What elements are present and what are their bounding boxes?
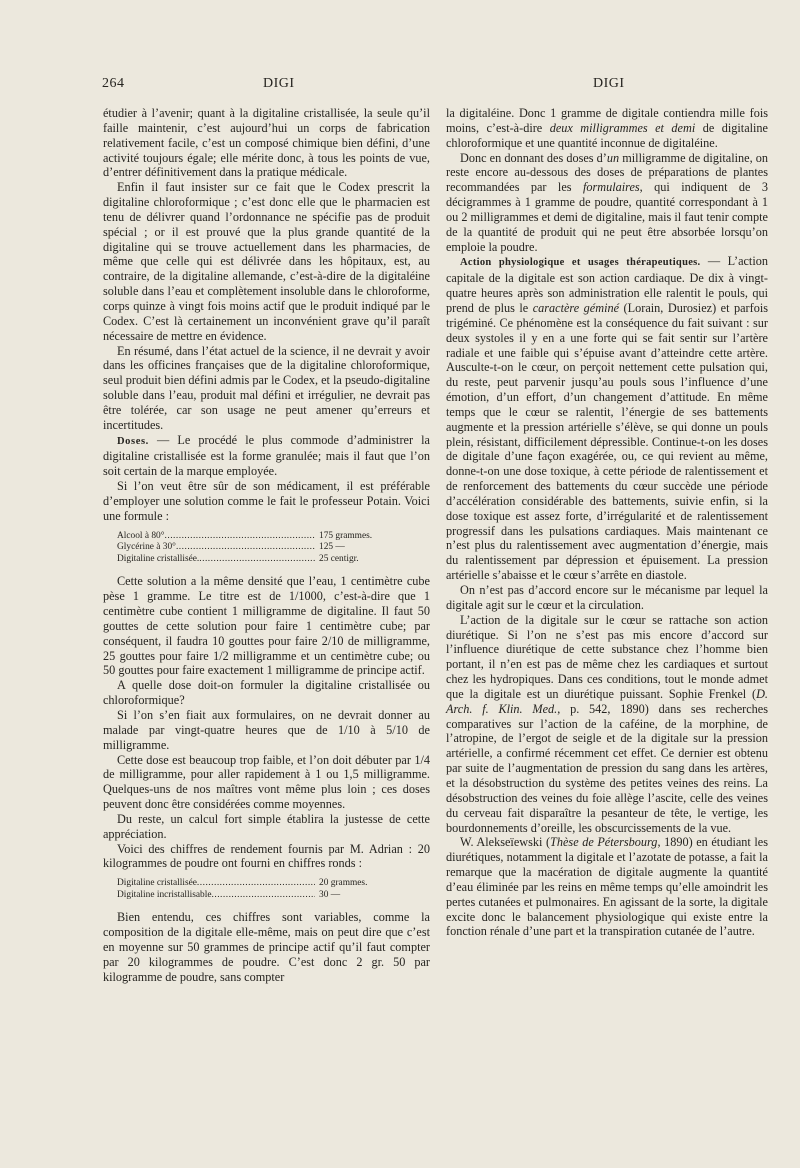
yield-row <box>117 878 377 890</box>
paragraph: Bien entendu, ces chiffres sont variables, comme la composition de la digitale elle-même, mais on peut dire que c’est en moyenne sur 50 grammes de principe actif qu’il faut compter par 20 kilogrammes de poudre. C’est donc 2 gr. 50 par kilogramme de poudre, sans compter <box>103 910 430 984</box>
formula-quantity: 25 centigr. <box>319 553 359 564</box>
italic-run: D. Arch. f. Klin. Med. <box>446 686 768 716</box>
paragraph-doses <box>103 433 430 480</box>
text-run: Donc en donnant des doses d’ <box>460 150 607 165</box>
italic-run: deux milligrammes et demi <box>549 120 696 135</box>
text-run: W. Alekseïewski ( <box>460 835 551 850</box>
yield-amount: 30 — <box>319 889 341 900</box>
leader-dots <box>212 890 315 902</box>
running-head-left: DIGI <box>263 76 295 91</box>
italic-run: formulaires <box>582 180 640 195</box>
paragraph: En résumé, dans l’état actuel de la science, il ne devrait y avoir dans les officines françaises que de la digitaline chloroformique, seul produit bien défini admis par le Codex, et la pseudo-digitaline soluble dans l’eau, produit mal défini et irrégulier, ne devrait pas être tolérée, car son usage ne peut amener qu’erreurs et incertitudes. <box>103 343 430 432</box>
text-run: , qui indiquent de 3 décigrammes à 1 gramme de poudre, quantité correspondant à 1 ou 2 milligrammes et demi de digitaline, mais il faut tenir compte de la quantité de produit qui ne peut être absorbée lorsqu’on emploie la poudre. <box>446 180 768 254</box>
right-column <box>446 106 768 939</box>
section-heading-doses: Doses. <box>117 435 149 447</box>
formula-quantity: 125 — <box>319 542 345 553</box>
text-run: — L’action capitale de la digitale est son action cardiaque. De dix à vingt-quatre heures après son administration elle ralentit le pouls, qui prend de plus le <box>446 254 768 315</box>
formula-table <box>117 531 377 566</box>
formula-ingredient: Glycérine à 30° <box>117 542 176 553</box>
paragraph: Si l’on s’en fiait aux formulaires, on ne devrait donner au malade par vingt-quatre heures que de 1/10 à 5/10 de milligramme. <box>103 708 430 752</box>
paragraph: Cette dose est beaucoup trop faible, et l’on doit débuter par 1/4 de milligramme, pour aller rapidement à 1 ou 1,5 milligramme. Quelques-uns de nos maîtres vont même plus loin ; ces doses peuvent donc être considérées comme moyennes. <box>103 752 430 812</box>
text-run: milligramme de digitaline, on reste encore au-dessous des doses de préparations de plantes recommandées par les <box>446 150 768 195</box>
paragraph: On n’est pas d’accord encore sur le mécanisme par lequel la digitale agit sur le cœur et la circulation. <box>446 583 768 612</box>
formula-ingredient: Digitaline cristallisée. <box>117 553 200 564</box>
text-run: la digitaléine. Donc 1 gramme de digitale contiendra mille fois moins, c’est-à-dire <box>446 106 768 135</box>
italic-run: un <box>606 150 620 165</box>
text-run: (Lorain, Durosiez) et parfois trigéminé. Ce phénomène est la conséquence du fait suivant : sur deux systoles il y en a une forte qui se fait sentir sur l’artère radiale et une faible qui s’épuise avant d’atteindre cette artère. Ausculte-t-on le cœur, on perçoit nettement cette pulsation qui, du reste, peut parvenir jusqu’au pouls sous l’influence d’une émotion, d’un effort, d’un changement d’attitude. En même temps que le cœur se ralentit, l’énergie de ses battements augmente et la pression artérielle s’élève, se qui donne un pouls plein, résistant, difficilement dépressible. Continue-t-on les doses de digitale d’une façon exagérée, ou, ce qui revient au même, donne-t-on une dose toxique, à cette période de ralentissement et de renforcement des battements du cœur succède une période d’accélération considérable des battements, suivie enfin, si la dose toxique est assez forte, d’irrégularité et de ralentissement progressif dans les pulsations cardiaques. Mais maintenant ce n’est plus du ralentissement avec augmentation d’énergie, mais du ralentissement par dépression et épuisement. La pression artérielle s’abaisse et le cœur s’arrête en diastole. <box>446 300 769 583</box>
paragraph <box>446 151 768 255</box>
text-run: L’action de la digitale sur le cœur se rattache son action diurétique. Si l’on ne s’est pas mis encore d’accord sur l’influence diurétique de cette substance chez l’homme bien portant, il n’en est pas de même chez les cardiaques et surtout chez les hydropiques. Dans ces conditions, tout le monde admet que la digitale est un diurétique puissant. Sophie Frenkel ( <box>446 612 768 701</box>
paragraph-text: — Le procédé le plus commode d’administrer la digitaline cristallisée est la forme granulée; mais il faut que l’on soit certain de la marque employée. <box>103 432 430 479</box>
yield-product: Digitaline incristallisable <box>117 889 212 900</box>
leader-dots <box>197 878 315 890</box>
paragraph: Si l’on veut être sûr de son médicament, il est préférable d’employer une solution comme le fait le professeur Potain. Voici une formule : <box>103 479 430 523</box>
formula-quantity: 175 grammes. <box>319 530 373 541</box>
formula-row <box>117 542 377 554</box>
formula-ingredient: Alcool à 80° <box>117 530 165 541</box>
section-heading-action: Action physiologique et usages thérapeutiques. <box>460 257 701 269</box>
yield-row <box>117 890 377 902</box>
italic-run: Thèse de Pétersbourg <box>550 835 658 850</box>
page-number: 264 <box>102 76 125 91</box>
paragraph <box>446 613 768 836</box>
text-run: , p. 542, 1890) dans ses recherches comparatives sur l’action de la caféine, de la morphine, de l’atropine, de l’ergot de seigle et de la digitale sur la pression artérielle, a confirmé récemment cet effet. Ce dernier est obtenu par suite de l’augmentation de pression du sang dans les artères, et la désobstruction du système des petites veines des reins. La désobstruction des veines du foie allège l’ascite, celle des veines du cerveau fait disparaître la pesanteur de tête, le vertige, les bourdonnements d’oreille, les obscurcissements de la vue. <box>446 701 768 835</box>
running-head-right: DIGI <box>593 76 625 91</box>
yield-table <box>117 878 377 901</box>
formula-row <box>117 554 377 566</box>
left-column <box>103 106 430 985</box>
text-run: de digitaline chloroformique et une quantité inconnue de digitaléine. <box>446 120 768 150</box>
paragraph-action <box>446 254 768 583</box>
leader-dots <box>199 554 315 566</box>
leader-dots <box>165 531 316 543</box>
paragraph: étudier à l’avenir; quant à la digitaline cristallisée, la seule qu’il faille maintenir, c’est aujourd’hui un corps de fabrication relativement facile, c’est un composé chimique bien défini, d’une activité toujours égale; elle mérite donc, à tous les points de vue, d’entrer définitivement dans la pratique médicale. <box>103 106 430 180</box>
paragraph <box>446 835 768 939</box>
paragraph <box>446 106 768 151</box>
formula-row <box>117 531 377 543</box>
yield-amount: 20 grammes. <box>319 878 368 889</box>
text-run: , 1890) en étudiant les diurétiques, notamment la digitale et l’azotate de potasse, a fait la remarque que la macération de digitale augmente la quantité d’eau éliminée par les reins en même temps qu’elle amoindrit les pertes cutanées et pulmonaires. En agissant de la sorte, la digitale excite donc le balancement physiologique qui existe entre la fonction rénale d’une part et la transpiration cutanée de l’autre. <box>446 835 768 939</box>
paragraph: A quelle dose doit-on formuler la digitaline cristallisée ou chloroformique? <box>103 678 430 708</box>
yield-product: Digitaline cristallisée <box>117 878 197 889</box>
paragraph: Enfin il faut insister sur ce fait que le Codex prescrit la digitaline chloroformique ; c’est donc elle que le pharmacien est tenu de délivrer quand l’ordonnance ne spécifie pas de produit spécial ; or il est prouvé que la plus grande quantité de la digitaline qui se trouve actuellement dans les pharmacies, de même que celle qui est délivrée dans les hôpitaux, est, au contraire, de la digitaline allemande, c’est-à-dire de la digitaléine soluble dans l’eau et complètement insoluble dans le chloroforme, corps quinze à vingt fois moins actif que le produit indiqué par le Codex. C’est là certainement un inconvénient grave qu’il paraît nécessaire de mettre en évidence. <box>103 180 430 343</box>
paragraph: Du reste, un calcul fort simple établira la justesse de cette appréciation. <box>103 811 430 841</box>
paragraph: Cette solution a la même densité que l’eau, 1 centimètre cube pèse 1 gramme. Le titre est de 1/1000, c’est-à-dire que 1 centimètre cube contient 1 milligramme de digitaline. Il faut 50 gouttes de cette solution pour faire 1 centimètre cube; par conséquent, il faudra 10 gouttes pour faire 2/10 de milligramme, 25 gouttes pour faire 1/2 milligramme et un centimètre cube; ou 50 gouttes pour faire exactement 1 milligramme de principe actif. <box>103 574 430 678</box>
paragraph: Voici des chiffres de rendement fournis par M. Adrian : 20 kilogrammes de poudre ont fourni en chiffres ronds : <box>103 841 430 871</box>
leader-dots <box>176 542 315 554</box>
italic-run: caractère géminé <box>532 300 620 315</box>
